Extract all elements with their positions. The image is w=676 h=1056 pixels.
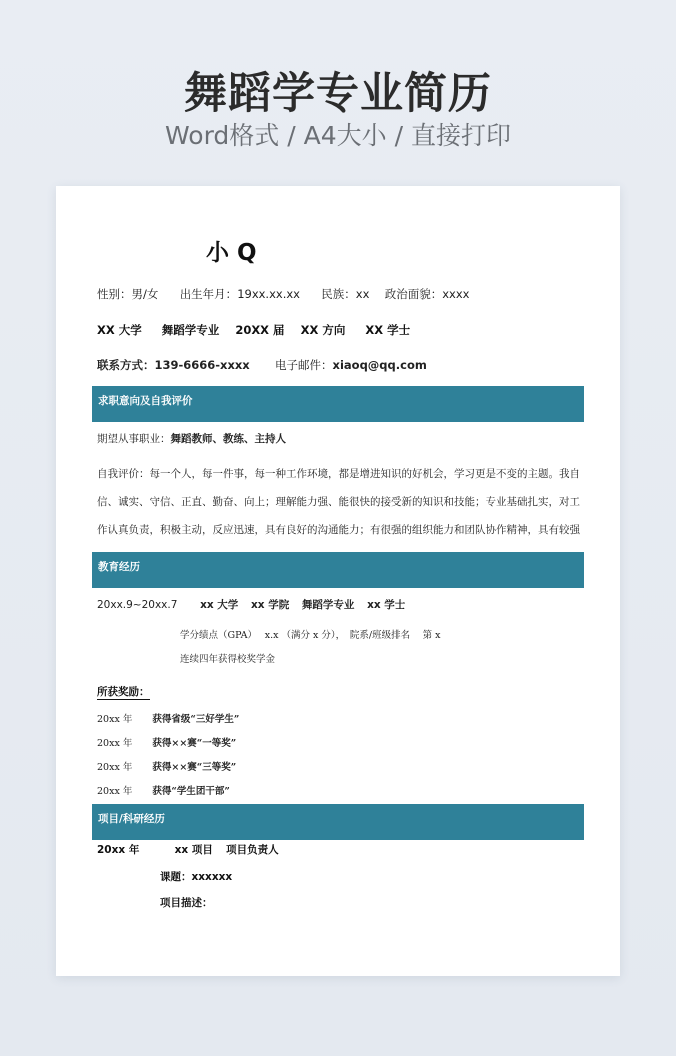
resume-page [56,186,620,976]
basic-info-row [97,286,469,302]
award-item [97,759,236,773]
job-intent-value: 舞蹈教师、教练、主持人 [170,433,286,445]
award-year: 20xx 年 [97,786,133,797]
email-label: 电子邮件： [275,358,333,372]
contact-row [97,357,427,373]
ethnicity-value: xx [355,287,370,301]
banner-subtitle: Word格式 / A4大小 / 直接打印 [165,121,511,150]
project-topic-row [160,869,232,884]
gender-value: 男/女 [131,287,159,301]
phone-value: 139-6666-xxxx [154,358,250,372]
scholarship-line: 连续四年获得校奖学金 [180,654,276,665]
resume-name: 小 Q [206,240,257,266]
education-school: xx 大学 [200,599,239,611]
section-header-education: 教育经历 [92,552,584,588]
politics-label: 政治面貌： [384,287,443,301]
education-college: xx 学院 [251,599,290,611]
project-role: 项目负责人 [226,844,279,856]
self-evaluation-text: 自我评价：每一个人，每一件事，每一种工作环境，都是增进知识的好机会，学习更是不变的主题。我自信、诚实、守信、正直、勤奋、向上；理解能力强、能很快的接受新的知识和技能；专业基础扎实，对工作认真负责，积极主动，反应迅速，具有良好的沟通能力；有很强的组织能力和团队协作精神，具有较强 [97,468,580,536]
award-item [97,711,239,725]
ethnicity-label: 民族： [321,287,356,301]
education-period: 20xx.9~20xx.7 [97,599,178,611]
awards-title: 所获奖励： [97,686,150,698]
award-text: 获得省级“三好学生” [152,714,240,725]
award-text: 获得××赛“三等奖” [152,762,237,773]
gpa-line: 学分绩点（GPA） x.x （满分 x 分）， 院系/班级排名 第 x [180,630,441,641]
award-item [97,783,230,797]
award-text: 获得“学生团干部” [152,786,230,797]
project-year: 20xx 年 [97,844,140,856]
gender-label: 性别： [97,287,132,301]
project-name: xx 项目 [174,844,213,856]
project-topic-value: xxxxxx [191,871,233,883]
school-text: XX 大学 [97,323,142,337]
project-entry-row [97,842,279,857]
email-value: xiaoq@qq.com [332,358,427,372]
project-description-label: 项目描述： [160,897,213,909]
education-major: 舞蹈学专业 [301,599,355,611]
award-text: 获得××赛“一等奖” [152,738,237,749]
award-year: 20xx 年 [97,738,133,749]
education-entry-row [97,597,405,612]
award-year: 20xx 年 [97,714,133,725]
direction-text: XX 方向 [300,323,346,337]
education-summary-row [97,322,410,338]
awards-title-wrap [97,680,150,699]
job-intent-label: 期望从事职业： [97,433,171,445]
politics-value: xxxx [442,287,470,301]
award-year: 20xx 年 [97,762,133,773]
education-degree: xx 学士 [367,599,406,611]
award-item [97,735,236,749]
project-topic-label: 课题： [160,871,192,883]
section-header-project: 项目/科研经历 [92,804,584,840]
degree-text: XX 学士 [365,323,411,337]
job-intent-row [97,431,286,446]
section-header-intent: 求职意向及自我评价 [92,386,584,422]
graduation-year-text: 20XX 届 [235,323,285,337]
banner-title: 舞蹈学专业简历 [184,69,492,119]
birth-value: 19xx.xx.xx [237,287,300,301]
phone-label: 联系方式： [97,358,155,372]
birth-label: 出生年月： [179,287,238,301]
major-text: 舞蹈学专业 [161,323,220,337]
